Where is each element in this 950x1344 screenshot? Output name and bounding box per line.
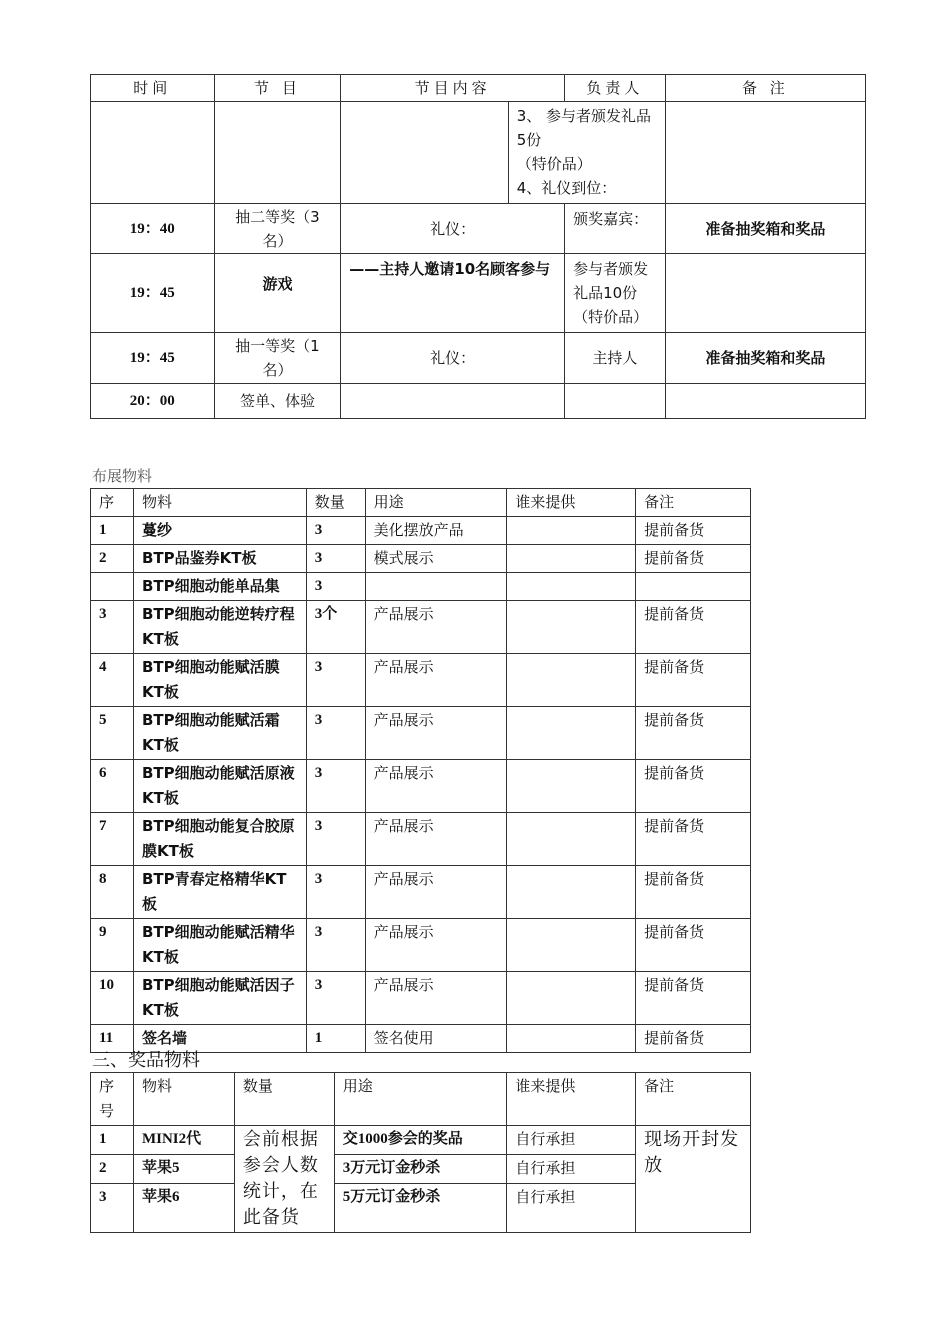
prize-use: 交1000参会的奖品	[334, 1126, 507, 1155]
material-item: BTP细胞动能赋活精华KT板	[133, 919, 306, 972]
material-provider	[507, 760, 636, 813]
owner-cell	[565, 384, 666, 419]
material-note: 提前备货	[636, 1025, 751, 1053]
schedule-row	[91, 102, 866, 204]
material-qty: 3	[306, 813, 365, 866]
material-no: 11	[91, 1025, 134, 1053]
material-use: 模式展示	[365, 545, 507, 573]
material-note: 提前备货	[636, 760, 751, 813]
time-cell: 19：40	[91, 204, 215, 254]
material-item: 蔓纱	[133, 517, 306, 545]
material-item: BTP青春定格精华KT板	[133, 866, 306, 919]
program-cell: 签单、体验	[214, 384, 341, 419]
material-note: 提前备货	[636, 707, 751, 760]
material-item: BTP细胞动能单品集	[133, 573, 306, 601]
prize-use: 3万元订金秒杀	[334, 1154, 507, 1183]
prize-provider: 自行承担	[507, 1126, 636, 1155]
header-use: 用途	[365, 489, 507, 517]
material-qty: 1	[306, 1025, 365, 1053]
materials-row	[91, 813, 751, 866]
material-qty: 3	[306, 654, 365, 707]
material-item: BTP细胞动能逆转疗程KT板	[133, 601, 306, 654]
prize-item: MINI2代	[133, 1126, 234, 1155]
material-provider	[507, 654, 636, 707]
header-time: 时间	[91, 75, 215, 102]
header-provider: 谁来提供	[507, 1073, 636, 1126]
material-qty: 3个	[306, 601, 365, 654]
material-qty: 3	[306, 972, 365, 1025]
materials-header-row	[91, 489, 751, 517]
schedule-row	[91, 204, 866, 254]
material-no: 7	[91, 813, 134, 866]
material-item: BTP细胞动能赋活膜KT板	[133, 654, 306, 707]
materials-row	[91, 545, 751, 573]
materials-row	[91, 919, 751, 972]
material-no: 4	[91, 654, 134, 707]
material-qty: 3	[306, 919, 365, 972]
prizes-section-title: 三、奖品物料	[92, 1050, 200, 1071]
material-provider	[507, 972, 636, 1025]
time-cell: 19：45	[91, 333, 215, 384]
time-cell: 19：45	[91, 254, 215, 333]
material-qty: 3	[306, 707, 365, 760]
note-cell	[665, 102, 865, 204]
owner-line: 3、 参与者颁发礼品5份	[516, 107, 652, 149]
material-use: 产品展示	[365, 972, 507, 1025]
material-provider	[507, 573, 636, 601]
schedule-table	[90, 74, 866, 419]
owner-cell: 参与者颁发礼品10份（特价品）	[565, 254, 666, 333]
owner-line: （特价品）	[516, 155, 592, 173]
prize-no: 2	[91, 1154, 134, 1183]
prize-item: 苹果6	[133, 1183, 234, 1232]
content-cell	[341, 384, 565, 419]
header-qty: 数量	[234, 1073, 334, 1126]
time-cell: 20：00	[91, 384, 215, 419]
material-note: 提前备货	[636, 866, 751, 919]
schedule-row	[91, 254, 866, 333]
header-qty: 数量	[306, 489, 365, 517]
material-use: 产品展示	[365, 707, 507, 760]
material-qty: 3	[306, 517, 365, 545]
prize-no: 3	[91, 1183, 134, 1232]
header-item: 物料	[133, 489, 306, 517]
material-no: 1	[91, 517, 134, 545]
material-qty: 3	[306, 573, 365, 601]
owner-cell	[508, 102, 665, 204]
prize-note-merged: 现场开封发放	[636, 1126, 751, 1233]
prize-use: 5万元订金秒杀	[334, 1183, 507, 1232]
materials-row	[91, 760, 751, 813]
material-note: 提前备货	[636, 919, 751, 972]
header-note: 备注	[636, 1073, 751, 1126]
prize-provider: 自行承担	[507, 1154, 636, 1183]
material-use	[365, 573, 507, 601]
material-note: 提前备货	[636, 601, 751, 654]
material-note	[636, 573, 751, 601]
material-note: 提前备货	[636, 813, 751, 866]
materials-row	[91, 517, 751, 545]
material-item: BTP细胞动能复合胶原膜KT板	[133, 813, 306, 866]
material-no	[91, 573, 134, 601]
material-no: 2	[91, 545, 134, 573]
program-cell: 游戏	[214, 254, 341, 333]
prize-provider: 自行承担	[507, 1183, 636, 1232]
prizes-header-row	[91, 1073, 751, 1126]
material-use: 产品展示	[365, 654, 507, 707]
program-cell	[214, 102, 341, 204]
material-no: 5	[91, 707, 134, 760]
material-use: 产品展示	[365, 813, 507, 866]
material-item: 签名墙	[133, 1025, 306, 1053]
header-no: 序号	[91, 1073, 134, 1126]
material-use: 产品展示	[365, 919, 507, 972]
material-note: 提前备货	[636, 545, 751, 573]
schedule-header-row	[91, 75, 866, 102]
prize-row	[91, 1126, 751, 1155]
materials-table	[90, 488, 751, 1053]
materials-row	[91, 654, 751, 707]
materials-row	[91, 972, 751, 1025]
material-no: 10	[91, 972, 134, 1025]
header-program: 节 目	[214, 75, 341, 102]
time-cell	[91, 102, 215, 204]
schedule-row	[91, 333, 866, 384]
material-item: BTP细胞动能赋活因子KT板	[133, 972, 306, 1025]
prize-qty-merged: 会前根据参会人数统计，在此备货	[234, 1126, 334, 1233]
material-qty: 3	[306, 866, 365, 919]
material-provider	[507, 813, 636, 866]
content-cell	[341, 102, 508, 204]
content-cell: 礼仪：	[341, 204, 565, 254]
material-item: BTP细胞动能赋活霜KT板	[133, 707, 306, 760]
prize-item: 苹果5	[133, 1154, 234, 1183]
owner-line: 4、礼仪到位：	[516, 179, 617, 197]
material-use: 产品展示	[365, 866, 507, 919]
materials-row	[91, 601, 751, 654]
prizes-table	[90, 1072, 751, 1233]
material-provider	[507, 707, 636, 760]
program-cell: 抽一等奖（1名）	[214, 333, 341, 384]
header-content: 节目内容	[341, 75, 565, 102]
materials-row	[91, 573, 751, 601]
material-provider	[507, 866, 636, 919]
material-use: 签名使用	[365, 1025, 507, 1053]
material-no: 9	[91, 919, 134, 972]
material-note: 提前备货	[636, 517, 751, 545]
header-note: 备 注	[665, 75, 865, 102]
material-note: 提前备货	[636, 972, 751, 1025]
materials-caption: 布展物料	[92, 467, 153, 485]
material-provider	[507, 517, 636, 545]
header-provider: 谁来提供	[507, 489, 636, 517]
material-no: 8	[91, 866, 134, 919]
material-no: 3	[91, 601, 134, 654]
prize-no: 1	[91, 1126, 134, 1155]
note-cell: 准备抽奖箱和奖品	[665, 204, 865, 254]
note-cell: 准备抽奖箱和奖品	[665, 333, 865, 384]
owner-cell: 主持人	[565, 333, 666, 384]
materials-row	[91, 707, 751, 760]
note-cell	[665, 384, 865, 419]
note-cell	[665, 254, 865, 333]
materials-row	[91, 866, 751, 919]
material-item: BTP品鉴券KT板	[133, 545, 306, 573]
materials-body	[91, 517, 751, 1053]
header-owner: 负责人	[565, 75, 666, 102]
material-item: BTP细胞动能赋活原液KT板	[133, 760, 306, 813]
material-qty: 3	[306, 760, 365, 813]
material-note: 提前备货	[636, 654, 751, 707]
header-note: 备注	[636, 489, 751, 517]
schedule-row	[91, 384, 866, 419]
material-use: 产品展示	[365, 760, 507, 813]
header-no: 序	[91, 489, 134, 517]
material-use: 美化摆放产品	[365, 517, 507, 545]
material-provider	[507, 919, 636, 972]
material-qty: 3	[306, 545, 365, 573]
header-use: 用途	[334, 1073, 507, 1126]
material-no: 6	[91, 760, 134, 813]
material-provider	[507, 545, 636, 573]
content-cell: 礼仪：	[341, 333, 565, 384]
content-cell: ——主持人邀请10名顾客参与	[341, 254, 565, 333]
owner-cell: 颁奖嘉宾：	[565, 204, 666, 254]
material-provider	[507, 601, 636, 654]
program-cell: 抽二等奖（3名）	[214, 204, 341, 254]
header-item: 物料	[133, 1073, 234, 1126]
material-provider	[507, 1025, 636, 1053]
material-use: 产品展示	[365, 601, 507, 654]
